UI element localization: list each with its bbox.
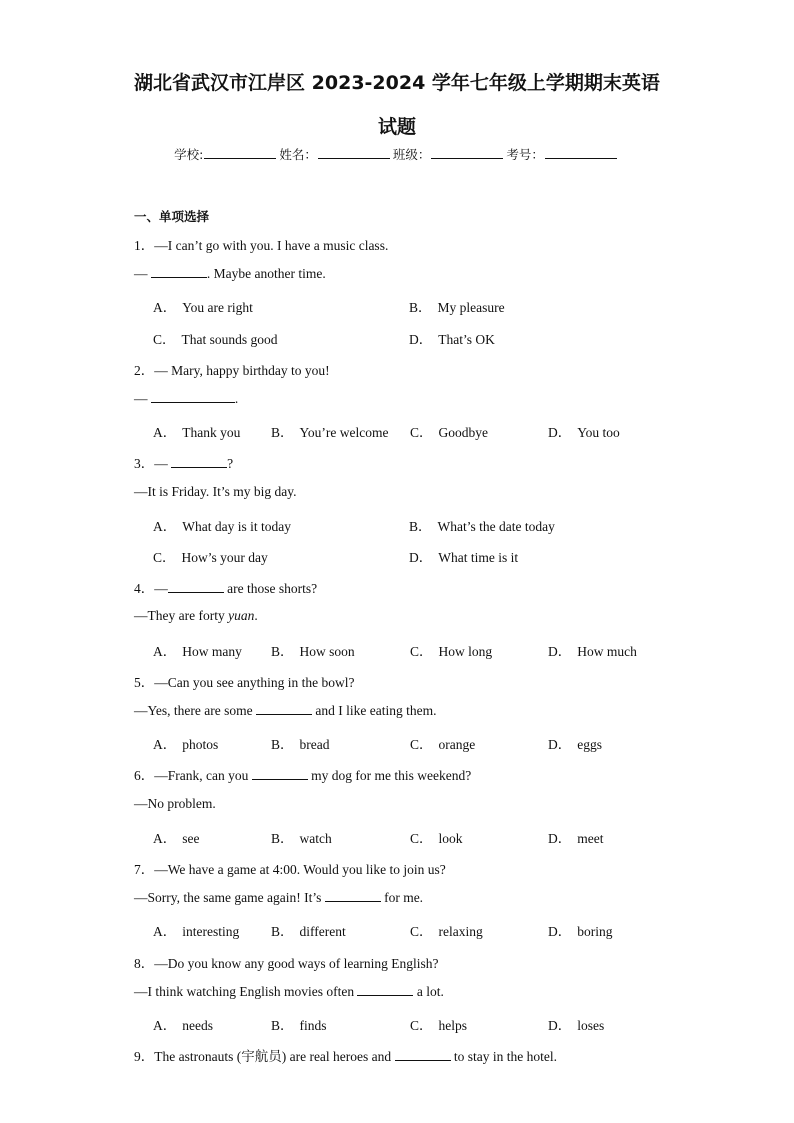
q3-line1-post: ?	[227, 456, 234, 471]
option-label: B．	[271, 644, 294, 659]
q1-option-b[interactable]	[409, 296, 505, 316]
option-text: How soon	[299, 644, 355, 659]
q8-number: 8．	[134, 956, 155, 971]
option-text: You’re welcome	[299, 425, 389, 440]
option-text: relaxing	[438, 924, 483, 939]
q7-prompt	[134, 858, 446, 878]
option-text: loses	[577, 1018, 605, 1033]
q7-line1: —We have a game at 4:00. Would you like to join us?	[154, 862, 446, 877]
q3-option-c[interactable]	[153, 546, 268, 566]
option-text: What day is it today	[182, 519, 291, 534]
q4-line2-em: yuan	[228, 608, 255, 623]
q3-blank[interactable]	[171, 455, 227, 468]
q3-prompt	[134, 452, 233, 472]
option-text: boring	[577, 924, 613, 939]
q8-option-d[interactable]	[548, 1014, 604, 1034]
q4-blank[interactable]	[168, 580, 224, 593]
q8-option-c[interactable]	[410, 1014, 467, 1034]
q8-line2-post: a lot.	[413, 984, 444, 999]
option-label: D．	[409, 332, 433, 347]
school-blank[interactable]	[204, 145, 276, 159]
q7-line2-pre: —Sorry, the same game again! It’s	[134, 890, 325, 905]
q3-line1-pre: —	[154, 456, 172, 471]
option-text: My pleasure	[437, 300, 505, 315]
q6-blank[interactable]	[252, 767, 308, 780]
q5-options	[153, 733, 713, 753]
option-label: D．	[548, 425, 572, 440]
q3-option-a[interactable]	[153, 515, 291, 535]
option-label: A．	[153, 1018, 177, 1033]
q5-line1: —Can you see anything in the bowl?	[154, 675, 355, 690]
option-label: C．	[153, 332, 176, 347]
q7-options	[153, 920, 713, 940]
q1-blank[interactable]	[151, 265, 207, 278]
q4-option-a[interactable]	[153, 640, 242, 660]
option-text: That sounds good	[181, 332, 278, 347]
option-label: B．	[271, 1018, 294, 1033]
page-title-line2: 试题	[377, 116, 416, 138]
q1-line2-pre: —	[134, 266, 151, 281]
q7-blank[interactable]	[325, 889, 381, 902]
option-label: A．	[153, 300, 177, 315]
q1-line1: —I can’t go with you. I have a music class.	[154, 238, 389, 253]
option-text: eggs	[577, 737, 602, 752]
option-label: B．	[271, 924, 294, 939]
q2-response	[134, 390, 238, 407]
q2-line2-pre: —	[134, 391, 151, 406]
q6-options	[153, 827, 713, 847]
option-label: B．	[271, 737, 294, 752]
option-label: D．	[548, 831, 572, 846]
q2-blank[interactable]	[151, 390, 235, 403]
q8-line2-pre: —I think watching English movies often	[134, 984, 358, 999]
option-label: A．	[153, 519, 177, 534]
option-label: C．	[410, 737, 433, 752]
q9-prompt	[134, 1045, 557, 1065]
q4-line1-pre: —	[154, 581, 168, 596]
q8-line1: —Do you know any good ways of learning English?	[154, 956, 439, 971]
q2-option-d[interactable]	[548, 421, 620, 441]
option-text: different	[299, 924, 346, 939]
q7-number: 7．	[134, 862, 155, 877]
class-blank[interactable]	[431, 145, 503, 159]
q7-line2-post: for me.	[380, 890, 424, 905]
option-text: watch	[299, 831, 332, 846]
q8-option-a[interactable]	[153, 1014, 213, 1034]
q1-response	[134, 265, 326, 282]
name-label: 姓名：	[279, 147, 317, 162]
q4-line1-post: are those shorts?	[223, 581, 318, 596]
q4-options	[153, 640, 713, 660]
q9-line1-post: to stay in the hotel.	[450, 1049, 558, 1064]
q3-response: —It is Friday. It’s my big day.	[134, 484, 297, 499]
q1-options-row1	[153, 296, 713, 316]
option-text: bread	[299, 737, 330, 752]
q1-option-c[interactable]	[153, 328, 278, 348]
option-text: That’s OK	[438, 332, 495, 347]
option-text: How long	[438, 644, 493, 659]
option-label: C．	[410, 644, 433, 659]
student-info-line	[0, 145, 794, 163]
q5-line2-pre: —Yes, there are some	[134, 703, 256, 718]
q4-prompt	[134, 577, 317, 597]
q4-option-c[interactable]	[410, 640, 492, 660]
option-label: D．	[548, 1018, 572, 1033]
q4-line2-post: .	[254, 608, 258, 623]
q1-line2-post: . Maybe another time.	[206, 266, 326, 281]
q7-option-b[interactable]	[271, 920, 346, 940]
q5-option-c[interactable]	[410, 733, 475, 753]
option-label: D．	[548, 924, 572, 939]
q5-option-b[interactable]	[271, 733, 330, 753]
option-label: C．	[410, 425, 433, 440]
q1-options-row2	[153, 328, 713, 348]
name-blank[interactable]	[318, 145, 390, 159]
q5-response	[134, 702, 436, 719]
q5-line2-post: and I like eating them.	[311, 703, 437, 718]
school-label: 学校:	[174, 147, 204, 162]
option-text: needs	[182, 1018, 213, 1033]
q6-number: 6．	[134, 768, 155, 783]
q6-option-c[interactable]	[410, 827, 463, 847]
option-text: Thank you	[182, 425, 241, 440]
option-text: What’s the date today	[437, 519, 555, 534]
q9-blank[interactable]	[395, 1048, 451, 1061]
option-text: orange	[438, 737, 476, 752]
option-text: You too	[577, 425, 620, 440]
option-text: You are right	[182, 300, 253, 315]
q2-line2-post: .	[234, 391, 239, 406]
q2-prompt	[134, 359, 330, 379]
q3-options-row1	[153, 515, 713, 535]
q7-option-c[interactable]	[410, 920, 483, 940]
q5-prompt	[134, 671, 354, 691]
option-label: D．	[548, 737, 572, 752]
option-label: A．	[153, 924, 177, 939]
q5-option-a[interactable]	[153, 733, 218, 753]
q6-response: —No problem.	[134, 796, 216, 811]
option-text: What time is it	[438, 550, 519, 565]
option-text: helps	[438, 1018, 468, 1033]
q5-number: 5．	[134, 675, 155, 690]
page-title-line1: 湖北省武汉市江岸区 2023-2024 学年七年级上学期期末英语	[134, 72, 660, 94]
q3-option-d[interactable]	[409, 546, 518, 566]
q8-options	[153, 1014, 713, 1034]
option-label: B．	[271, 425, 294, 440]
option-label: C．	[153, 550, 176, 565]
option-label: A．	[153, 644, 177, 659]
option-label: B．	[409, 300, 432, 315]
q2-option-c[interactable]	[410, 421, 488, 441]
q6-option-a[interactable]	[153, 827, 200, 847]
q2-option-a[interactable]	[153, 421, 240, 441]
option-label: B．	[409, 519, 432, 534]
q1-number: 1．	[134, 238, 155, 253]
option-text: finds	[299, 1018, 327, 1033]
option-text: see	[182, 831, 200, 846]
q5-option-d[interactable]	[548, 733, 602, 753]
q3-option-b[interactable]	[409, 515, 555, 535]
option-text: interesting	[182, 924, 240, 939]
option-label: D．	[409, 550, 433, 565]
q1-option-a[interactable]	[153, 296, 253, 316]
q7-response	[134, 889, 423, 906]
q4-number: 4．	[134, 581, 155, 596]
q3-number: 3．	[134, 456, 155, 471]
option-label: C．	[410, 924, 433, 939]
option-label: A．	[153, 831, 177, 846]
option-text: meet	[577, 831, 604, 846]
q2-option-b[interactable]	[271, 421, 389, 441]
q7-option-d[interactable]	[548, 920, 613, 940]
option-text: How much	[577, 644, 637, 659]
q5-blank[interactable]	[256, 702, 312, 715]
q8-blank[interactable]	[357, 983, 413, 996]
q4-option-d[interactable]	[548, 640, 637, 660]
q8-prompt	[134, 952, 438, 972]
option-label: A．	[153, 425, 177, 440]
q2-number: 2．	[134, 363, 155, 378]
class-label: 班级：	[392, 147, 431, 162]
option-text: How’s your day	[181, 550, 268, 565]
option-text: Goodbye	[438, 425, 489, 440]
q6-prompt	[134, 764, 471, 784]
q2-options	[153, 421, 713, 441]
q1-prompt	[134, 234, 388, 254]
q2-line1: — Mary, happy birthday to you!	[154, 363, 330, 378]
q6-option-d[interactable]	[548, 827, 604, 847]
q9-line1-pre: The astronauts (宇航员) are real heroes and	[154, 1049, 395, 1064]
q6-line1-pre: —Frank, can you	[154, 768, 252, 783]
exam-no-blank[interactable]	[545, 145, 617, 159]
q4-option-b[interactable]	[271, 640, 355, 660]
option-label: D．	[548, 644, 572, 659]
q6-line1-post: my dog for me this weekend?	[307, 768, 472, 783]
option-text: How many	[182, 644, 242, 659]
q8-option-b[interactable]	[271, 1014, 327, 1034]
option-text: photos	[182, 737, 219, 752]
q1-option-d[interactable]	[409, 328, 495, 348]
option-text: look	[438, 831, 463, 846]
q8-response	[134, 983, 444, 1000]
option-label: C．	[410, 831, 433, 846]
option-label: B．	[271, 831, 294, 846]
q4-response	[134, 608, 258, 624]
exam-no-label: 考号：	[506, 147, 544, 162]
section-heading: 一、单项选择	[134, 209, 210, 224]
option-label: C．	[410, 1018, 433, 1033]
option-label: A．	[153, 737, 177, 752]
q6-option-b[interactable]	[271, 827, 332, 847]
q4-line2-pre: —They are forty	[134, 608, 229, 623]
q7-option-a[interactable]	[153, 920, 239, 940]
q9-number: 9．	[134, 1049, 155, 1064]
q3-options-row2	[153, 546, 713, 566]
